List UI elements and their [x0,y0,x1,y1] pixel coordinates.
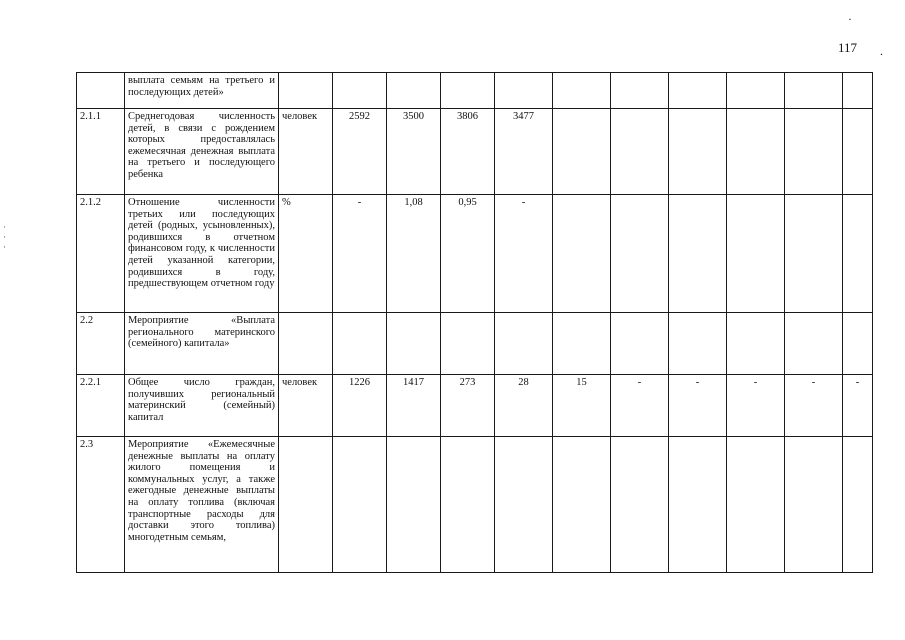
value-cell: 3500 [387,109,441,195]
table-row [77,195,873,313]
value-cell [785,195,843,313]
scan-speck: · [848,12,852,26]
value-cell [843,313,873,375]
value-cell [495,73,553,109]
value-cell [441,73,495,109]
value-cell: 1417 [387,375,441,437]
value-cell [669,313,727,375]
row-number: 2.1.1 [77,109,125,195]
scan-speck: · [3,222,6,232]
value-cell [843,195,873,313]
row-number [77,73,125,109]
value-cell [611,313,669,375]
row-unit: человек [279,109,333,195]
value-cell [553,313,611,375]
value-cell [553,195,611,313]
row-description: Мероприятие «Ежемесячные денежные выплаты на оплату жилого помещения и коммунальных услуг, а также ежегодные денежные выплаты на оплату топлива (включая транспортные расходы для доставки этого топлива) многодетным семьям, [125,437,279,573]
value-cell [387,437,441,573]
row-unit [279,73,333,109]
value-cell [441,313,495,375]
value-cell [727,195,785,313]
row-description: Отношение численности третьих или последующих детей (родных, усыновленных), родившихся в отчетном финансовом году, к численности детей указанной категории, родившихся в году, предшествующем отчетном году [125,195,279,313]
value-cell [727,109,785,195]
value-cell [387,73,441,109]
row-description: Среднегодовая численность детей, в связи с рождением которых предоставлялась ежемесячная денежная выплата на третьего и последующего ребенка [125,109,279,195]
value-cell [333,73,387,109]
row-number: 2.2.1 [77,375,125,437]
row-number: 2.1.2 [77,195,125,313]
row-number: 2.3 [77,437,125,573]
row-number: 2.2 [77,313,125,375]
value-cell [495,437,553,573]
value-cell: - [727,375,785,437]
row-description: Общее число граждан, получивших региональный материнский (семейный) капитал [125,375,279,437]
scan-speck: . [880,44,883,58]
value-cell: - [611,375,669,437]
value-cell: - [785,375,843,437]
scan-speck: · [3,232,6,242]
value-cell [669,437,727,573]
value-cell [611,437,669,573]
value-cell [843,109,873,195]
value-cell [441,437,495,573]
value-cell [785,313,843,375]
value-cell: - [669,375,727,437]
row-unit [279,437,333,573]
value-cell: 1,08 [387,195,441,313]
value-cell: 3806 [441,109,495,195]
row-unit: % [279,195,333,313]
table-row [77,437,873,573]
table-row [77,109,873,195]
value-cell [611,195,669,313]
value-cell [333,437,387,573]
value-cell: 3477 [495,109,553,195]
value-cell [553,73,611,109]
value-cell [669,109,727,195]
value-cell [785,109,843,195]
value-cell [553,109,611,195]
value-cell: - [843,375,873,437]
value-cell [333,313,387,375]
value-cell [553,437,611,573]
value-cell [785,437,843,573]
scan-speck: · [3,242,6,252]
value-cell [727,73,785,109]
value-cell [669,195,727,313]
value-cell [387,313,441,375]
value-cell: - [333,195,387,313]
page-number: 117 [838,40,858,55]
value-cell: 0,95 [441,195,495,313]
value-cell [611,73,669,109]
value-cell: - [495,195,553,313]
row-description: Мероприятие «Выплата регионального материнского (семейного) капитала» [125,313,279,375]
row-unit [279,313,333,375]
table-row [77,73,873,109]
value-cell: 273 [441,375,495,437]
value-cell [669,73,727,109]
value-cell [843,73,873,109]
value-cell [727,313,785,375]
row-unit: человек [279,375,333,437]
indicator-table [76,72,873,573]
table-row [77,375,873,437]
value-cell [727,437,785,573]
row-description: выплата семьям на третьего и последующих детей» [125,73,279,109]
value-cell: 15 [553,375,611,437]
value-cell: 28 [495,375,553,437]
value-cell [843,437,873,573]
value-cell [495,313,553,375]
value-cell [611,109,669,195]
value-cell [785,73,843,109]
table-row [77,313,873,375]
value-cell: 1226 [333,375,387,437]
value-cell: 2592 [333,109,387,195]
